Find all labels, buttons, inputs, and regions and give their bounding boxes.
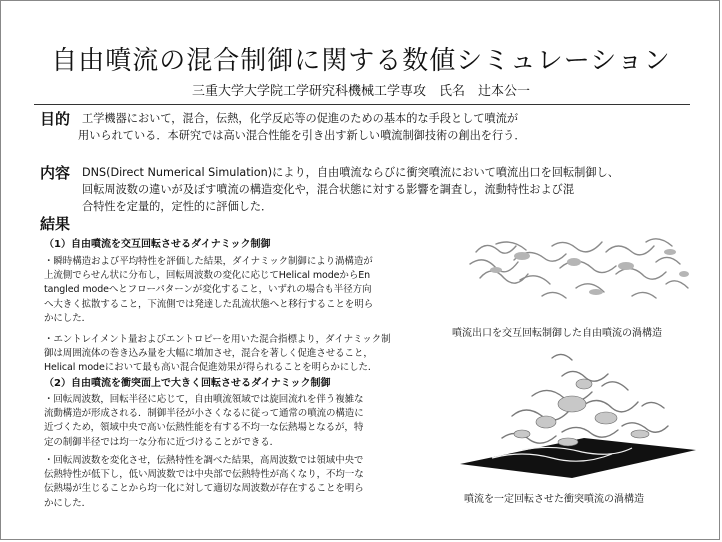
content-line-1: DNS(Direct Numerical Simulation)により，自由噴流ならびに衝突噴流において噴流出口を回転制御し、 — [82, 166, 619, 179]
content-line-3: 合特性を定量的，定性的に評価した． — [82, 200, 273, 213]
text-line: 御は周囲流体の巻き込み量を大幅に増加させ，混合を著しく促進させること， — [44, 348, 373, 360]
text-line: 伝熱特性が低下し，低い周波数では中央部で伝熱特性が高くなり，不均一な — [44, 469, 364, 481]
purpose-label: 目的 — [40, 110, 71, 128]
affiliation-line: 三重大学大学院工学研究科機械工学専攻 氏名 辻本公一 — [191, 84, 530, 99]
section-2-paragraph-1 — [44, 393, 444, 450]
section-2-title: （2）自由噴流を衝突面上で大きく回転させるダイナミック制御 — [44, 378, 331, 389]
text-line: ・エントレイメント量およびエントロピーを用いた混合指標より，ダイナミック制 — [44, 334, 391, 345]
text-line: 伝熱場が生じることから均一化に対して適切な周波数が存在することを明ら — [44, 483, 364, 495]
text-line: Helical modeにおいて最も高い混合促進効果が得られることを明らかにした． — [44, 362, 378, 374]
text-line: ・回転周波数を変化させ，伝熱特性を調べた結果，高周波数では領域中央で — [44, 455, 364, 466]
text-line: かにした． — [44, 497, 92, 509]
impinging-jet-vortex-figure — [452, 346, 702, 482]
text-line: ・瞬時構造および平均特性を評価した結果，ダイナミック制御により渦構造が — [44, 256, 373, 267]
purpose-line-1: 工学機器において，混合，伝熱，化学反応等の促進のための基本的な手段として噴流が — [82, 112, 519, 125]
section-1-title: （1）自由噴流を交互回転させるダイナミック制御 — [44, 239, 271, 250]
section-1-paragraph-2 — [44, 333, 444, 376]
text-line: へ大きく拡散すること，下流側では発達した乱流状態へと移行することを明ら — [44, 298, 374, 310]
text-line: ・回転周波数，回転半径に応じて，自由噴流領域では旋回流れを伴う複雑な — [44, 394, 364, 405]
figure-1-caption: 噴流出口を交互回転制御した自由噴流の渦構造 — [452, 328, 662, 339]
free-jet-vortex-figure — [456, 222, 712, 320]
content-label: 内容 — [40, 164, 71, 182]
text-line: 近づくため，領域中央で高い伝熱性能を有する不均一な伝熱場となるが，特 — [44, 422, 364, 434]
results-heading: 結果 — [40, 215, 71, 233]
text-line: かにした． — [44, 312, 92, 324]
content-line-2: 回転周波数の違いが及ぼす噴流の構造変化や，混合状態に対する影響を調査し，流動特性および混 — [82, 183, 575, 196]
purpose-line-2: 用いられている．本研究では高い混合性能を引き出す新しい噴流制御技術の創出を行う． — [78, 129, 526, 142]
text-line: 流動構造が形成される．制御半径が小さくなるに従って通常の噴流の構造に — [44, 408, 364, 420]
header-divider — [34, 104, 690, 105]
text-line: tangled modeへとフローパターンが変化すること，いずれの場合も半径方向 — [44, 284, 372, 296]
section-1-paragraph-1 — [44, 255, 444, 326]
page-title: 自由噴流の混合制御に関する数値シミュレーション — [51, 46, 671, 76]
section-2-paragraph-2 — [44, 454, 444, 511]
text-line: 定の制御半径では均一な分布に近づけることができる． — [44, 436, 280, 448]
figure-2-caption: 噴流を一定回転させた衝突噴流の渦構造 — [464, 494, 644, 505]
text-line: 上流側でらせん状に分布し，回転周波数の変化に応じてHelical modeからEn — [44, 270, 371, 282]
